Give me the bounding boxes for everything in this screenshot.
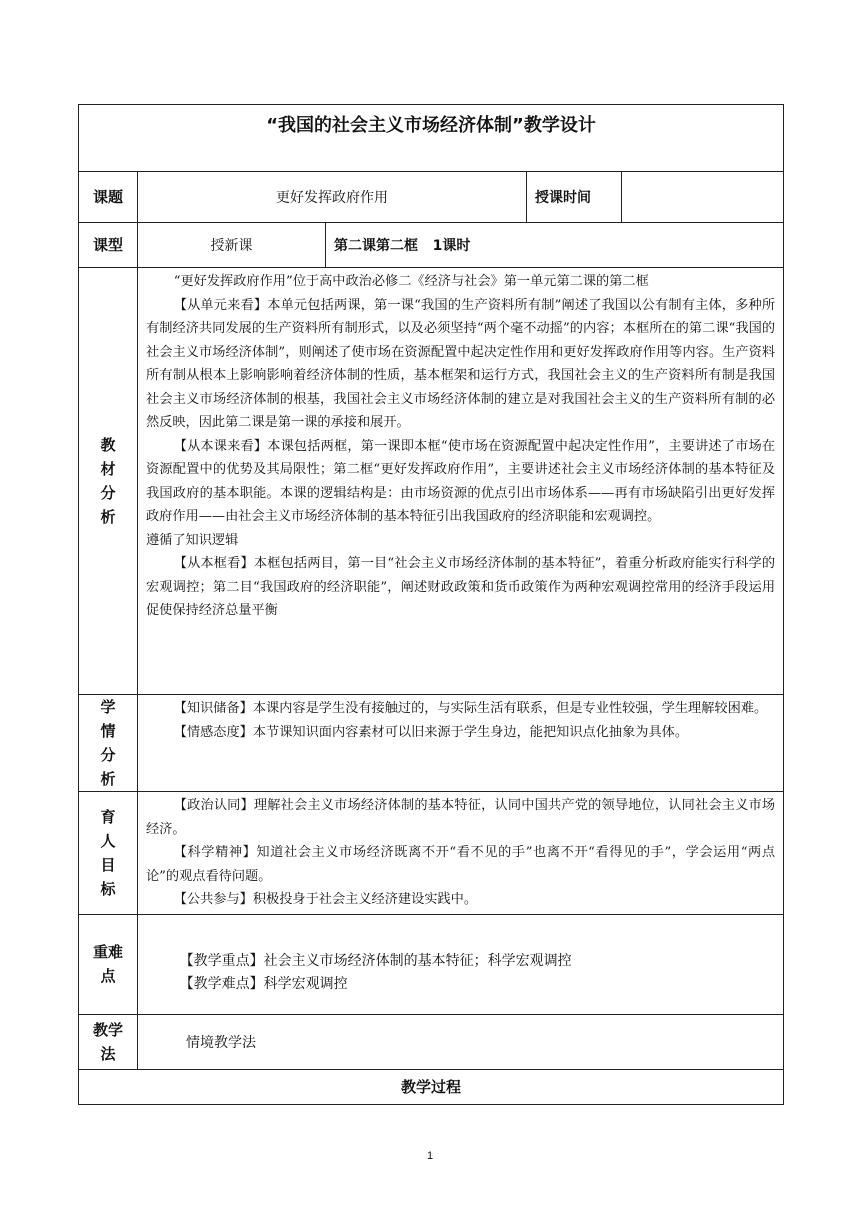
material-paragraph: 【从本课来看】本课包括两框，第一课即本框“使市场在资源配置中起决定性作用”，主要讲述了市场在资源配置中的优势及其局限性；第二框“更好发挥政府作用”，主要讲述社会主义市场经济体制的基本特征及我国政府的基本职能。本课的逻辑结构是：由市场资源的优点引出市场体系——再有市场缺陷引出更好发挥政府作用——由社会主义市场经济体制的基本特征引出我国政府的经济职能和宏观调控。 [146,438,776,524]
key-points-row [79,914,784,1014]
key-point: 【教学重点】社会主义市场经济体制的基本特征；科学宏观调控 [179,952,572,969]
key-point: 【教学难点】科学宏观调控 [179,975,348,992]
process-label: 教学过程 [79,1069,784,1104]
topic-label: 课题 [79,172,138,223]
material-row [79,268,784,695]
goals-row [79,792,784,915]
time-label: 授课时间 [527,172,622,223]
material-content [138,268,784,695]
method-value: 情境教学法 [138,1014,784,1069]
type-label: 课型 [79,223,138,268]
material-paragraph: 【从单元来看】本单元包括两课，第一课“我国的生产资料所有制”阐述了我国以公有制有主体，多种所有制经济共同发展的生产资料所有制形式，以及必须坚持“两个毫不动摇”的内容；本框所在的第二课“我国的社会主义市场经济体制”，则阐述了使市场在资源配置中起决定性作用和更好发挥政府作用等内容。生产资料所有制从根本上影响影响着经济体制的性质，基本框架和运行方式，我国社会主义的生产资料所有制是我国社会主义市场经济体制的根基，我国社会主义市场经济体制的建立是对我国社会主义的生产资料所有制的必然反映，因此第二课是第一课的承接和展开。 [146,297,776,430]
goals-paragraph: 【政治认同】理解社会主义市场经济体制的基本特征，认同中国共产党的领导地位，认同社会主义市场经济。 [146,798,776,837]
topic-value: 更好发挥政府作用 [138,172,527,223]
process-row [79,1069,784,1104]
students-paragraph: 【情感态度】本节课知识面内容素材可以旧来源于学生身边，能把知识点化抽象为具体。 [173,724,689,740]
material-paragraph: 遵循了知识逻辑 [146,532,239,548]
type-value: 授新课 [138,223,326,268]
students-content [138,695,784,792]
students-label: 学 情 分 析 [79,695,138,792]
goals-label: 育 人 目 标 [79,792,138,915]
lesson-plan-table [78,104,784,1105]
goals-paragraph: 【科学精神】知道社会主义市场经济既离不开“看不见的手”也离不开“看得见的手”，学会运用“两点论”的观点看待问题。 [146,845,776,884]
material-label: 教 材 分 析 [79,268,138,695]
key-points-label: 重难 点 [79,914,138,1014]
material-paragraph: 【从本框看】本框包括两目，第一目“社会主义市场经济体制的基本特征”，着重分析政府能实行科学的宏观调控；第二目“我国政府的经济职能”，阐述财政政策和货币政策作为两种宏观调控常用的经济手段运用促使保持经济总量平衡 [146,556,776,618]
type-row [79,223,784,268]
page-number: 1 [426,1150,434,1162]
method-label: 教学 法 [79,1014,138,1069]
material-paragraph: “更好发挥政府作用”位于高中政治必修二《经济与社会》第一单元第二课的第二框 [173,274,649,289]
goals-content [138,792,784,915]
doc-title: “我国的社会主义市场经济体制”教学设计 [79,105,784,172]
students-paragraph: 【知识储备】本课内容是学生没有接触过的，与实际生活有联系，但是专业性较强，学生理解较困难。 [173,701,768,716]
goals-paragraph: 【公共参与】积极投身于社会主义经济建设实践中。 [173,892,478,907]
lesson-info: 第二课第二框 1课时 [326,223,784,268]
time-value [622,172,784,223]
topic-row [79,172,784,223]
key-points-content [138,914,784,1014]
title-row [79,105,784,172]
method-row [79,1014,784,1069]
students-row [79,695,784,792]
